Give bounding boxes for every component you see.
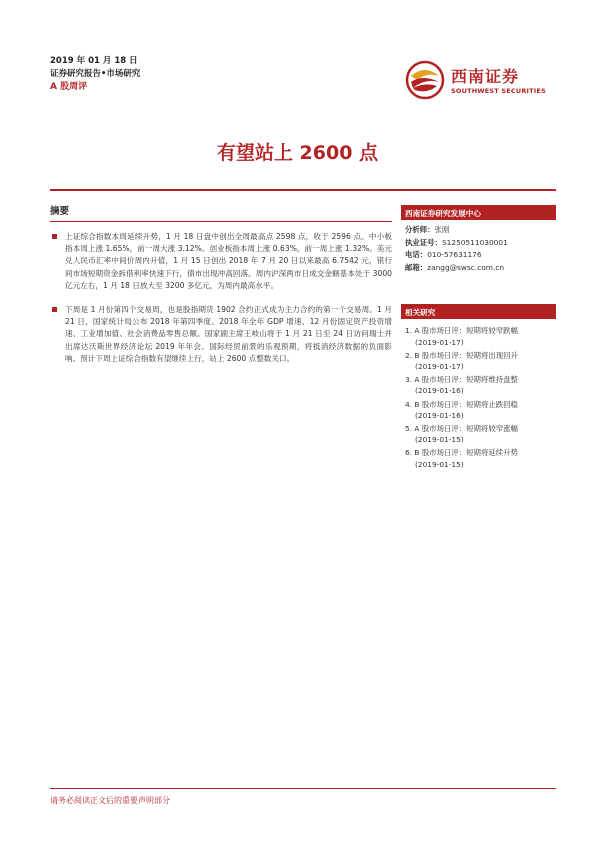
page-title: 有望站上 2600 点 [216, 142, 379, 164]
email-link[interactable]: zangg@swsc.com.cn [427, 262, 505, 272]
footer-divider [50, 788, 556, 789]
logo-name-en: SOUTHWEST SECURITIES [451, 87, 546, 95]
related-research-item[interactable] [405, 399, 552, 421]
related-research-date: (2019-01-15) [415, 459, 464, 469]
abstract-paragraph [50, 304, 392, 365]
square-bullet-icon [52, 307, 57, 312]
abstract-section [50, 203, 392, 377]
analyst-contact [401, 220, 556, 280]
related-research-date: (2019-01-15) [415, 435, 464, 445]
related-research-date: (2019-01-17) [415, 337, 464, 347]
phone-line [405, 249, 552, 262]
related-research-item[interactable] [405, 423, 552, 445]
related-research-title[interactable]: 4. B 股市场日评：短期将止跌回稳 [405, 399, 518, 409]
contact-label: 分析师： [405, 225, 435, 234]
company-logo [405, 60, 555, 102]
abstract-heading: 摘要 [50, 203, 392, 222]
abstract-paragraph-text: 下周是 1 月份第四个交易周，也是股指期货 1902 合约正式成为主力合约的第一个交易周。1 月 21 日，国家统计局公布 2018 年第四季度、2018 年全年 GDP 增速、12 月份固定资产投资增速、工业增加值、社会消费品零售总额。国家副主席王岐山将于 1 月 21 日至 24 日访问瑞士并出席达沃斯世界经济论坛 2019 年年会。国际经贸前景的乐观预期，将抵消经济数据的负面影响。预计下周上证综合指数有望继续上行，站上 2600 点整数关口。 [65, 305, 392, 363]
title-divider [50, 189, 556, 191]
contact-label: 电话： [405, 250, 428, 260]
related-research-item[interactable] [405, 374, 552, 396]
related-research-date: (2019-01-16) [415, 410, 464, 420]
related-research-item[interactable] [405, 325, 552, 347]
contact-label: 执业证号： [405, 237, 442, 247]
related-research-title[interactable]: 6. B 股市场日评：短期将延续升势 [405, 448, 518, 458]
related-research-title[interactable]: 1. A 股市场日评：短期将较窄跌幅 [405, 326, 518, 336]
report-meta [50, 55, 140, 94]
sidebar [401, 205, 556, 476]
related-research-item[interactable] [405, 447, 552, 469]
email-line [405, 262, 552, 275]
abstract-paragraph [50, 231, 392, 292]
report-category: 证券研究报告•市场研究 [50, 69, 141, 79]
related-research-heading: 相关研究 [401, 304, 556, 319]
related-research-date: (2019-01-17) [415, 361, 464, 371]
related-research-date: (2019-01-16) [415, 386, 464, 396]
contact-value: S1250511030001 [441, 237, 508, 247]
related-research-item[interactable] [405, 350, 552, 372]
report-type: A 股周评 [50, 82, 88, 92]
logo-name-cn: 西南证券 [451, 67, 520, 86]
abstract-paragraph-text: 上证综合指数本周延续升势，1 月 18 日盘中创出全周最高点 2598 点，收于 2596 点。中小板指本周上涨 1.65%，前一周大涨 3.12%。创业板指本周上涨 0.63%，前一周上涨 1.32%。美元兑人民币汇率中间价周内升值，1 月 15 日创出 2018 年 7 月 20 日以来最高 6.7542 元，银行间市场短期资金拆借利率快速下行，债市出现冲高回落。周内沪深两市日成交金额基本处于 3000 亿元左右，1 月 18 日放大至 3200 多亿元，为周内最高水平。 [65, 232, 392, 290]
analyst-name-line [405, 224, 552, 237]
license-number-line [405, 237, 552, 250]
report-date: 2019 年 01 月 18 日 [50, 56, 138, 66]
research-center-heading: 西南证券研究发展中心 [401, 205, 556, 220]
related-research-title[interactable]: 5. A 股市场日评：短期将较窄涨幅 [405, 424, 518, 433]
square-bullet-icon [52, 234, 57, 239]
contact-label: 邮箱： [405, 262, 428, 272]
related-research-list [401, 319, 556, 475]
related-research-title[interactable]: 3. A 股市场日评：短期将维持盘整 [405, 375, 518, 385]
contact-value: 010-57631176 [427, 250, 482, 260]
related-research-title[interactable]: 2. B 股市场日评：短期将出现回升 [405, 350, 518, 360]
disclaimer-notice: 请务必阅读正文后的重要声明部分 [50, 796, 170, 805]
contact-value: 张刚 [434, 225, 450, 234]
logo-mark-icon [405, 60, 445, 100]
